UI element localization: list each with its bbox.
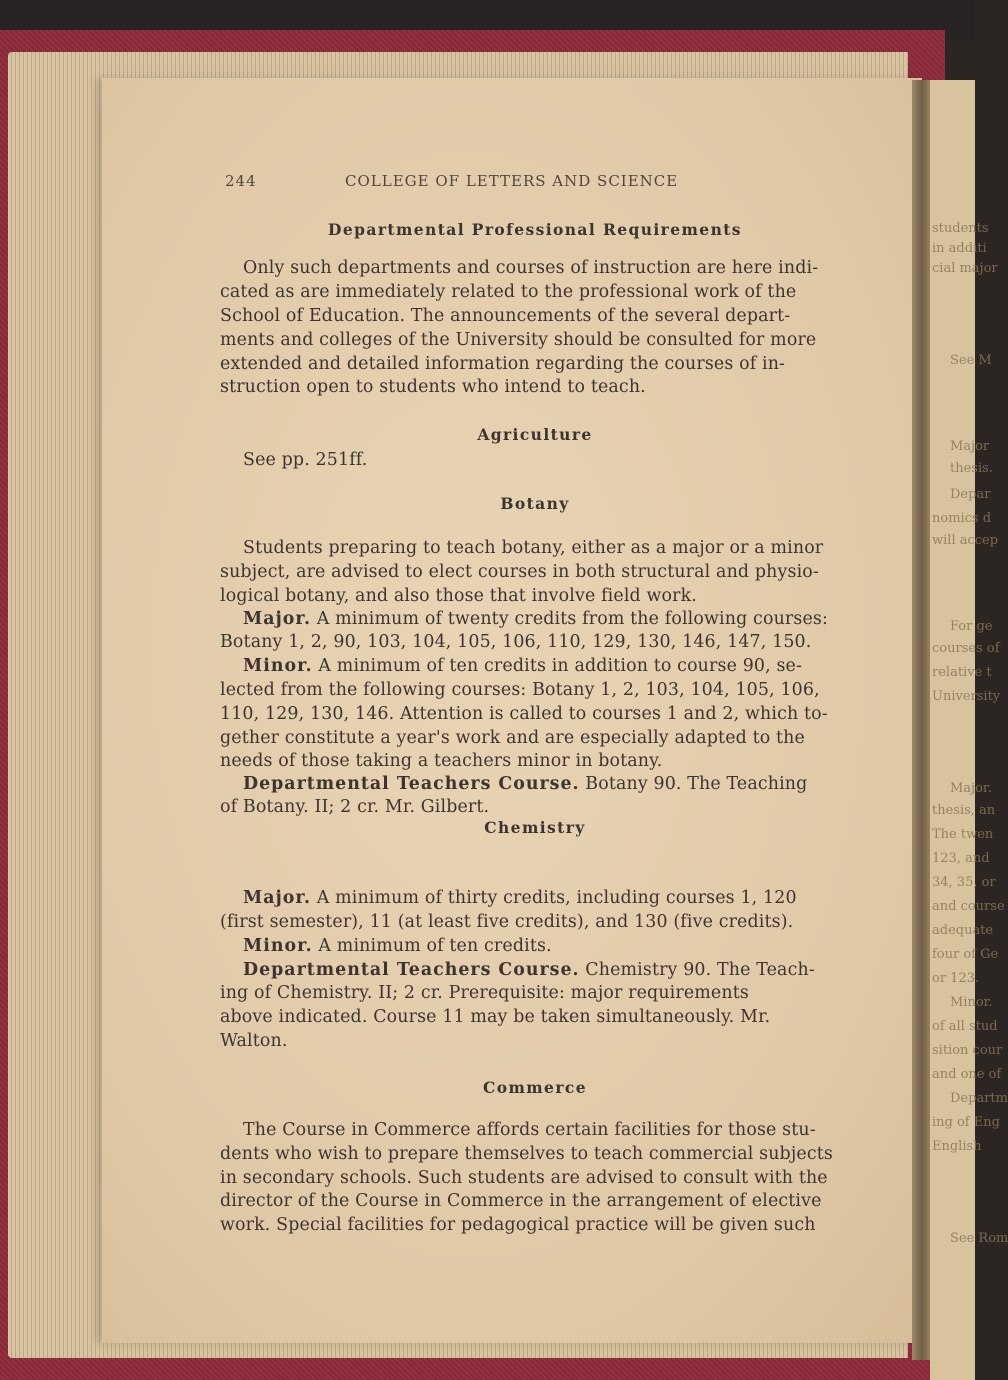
chemistry-minor <box>243 936 552 956</box>
facing-text: See Rom <box>950 1231 1008 1246</box>
facing-text: sition cour <box>932 1043 1003 1058</box>
teachers-course-label: Departmental Teachers Course. <box>243 774 580 794</box>
facing-text: Major. <box>950 781 992 796</box>
facing-text: Departm <box>950 1091 1008 1106</box>
facing-text: Depar <box>950 487 991 502</box>
chemistry-line: (first semester), 11 (at least five credits), and 130 (five credits). <box>220 912 794 932</box>
botany-major <box>243 609 828 629</box>
facing-text: four of Ge <box>932 947 999 962</box>
commerce-line: in secondary schools. Such students are advised to consult with the <box>220 1168 828 1188</box>
botany-line: logical botany, and also those that involve field work. <box>220 586 697 606</box>
facing-text: University <box>932 689 1001 704</box>
chemistry-line: above indicated. Course 11 may be taken simultaneously. Mr. <box>220 1007 771 1027</box>
facing-text: relative t <box>932 665 992 680</box>
facing-text: and one of <box>932 1067 1002 1082</box>
facing-text: in additi <box>932 241 987 256</box>
facing-text: thesis. <box>950 461 993 476</box>
running-title: COLLEGE OF LETTERS AND SCIENCE <box>345 172 679 190</box>
major-text: A minimum of twenty credits from the following courses: <box>316 609 828 629</box>
facing-text: For ge <box>950 619 993 634</box>
botany-line: Botany 1, 2, 90, 103, 104, 105, 106, 110, 129, 130, 146, 147, 150. <box>220 632 812 652</box>
botany-teachers-course <box>243 774 807 794</box>
minor-text: A minimum of ten credits in addition to course 90, se- <box>318 656 803 676</box>
commerce-line: dents who wish to prepare themselves to teach commercial subjects <box>220 1144 833 1164</box>
facing-text: and course <box>932 899 1005 914</box>
page-number: 244 <box>225 172 257 190</box>
agriculture-reference: See pp. 251ff. <box>243 450 368 470</box>
facing-text: will accep <box>932 533 999 548</box>
minor-text: A minimum of ten credits. <box>318 936 552 956</box>
intro-line: struction open to students who intend to teach. <box>220 377 646 397</box>
facing-text: The twen <box>932 827 994 842</box>
major-text: A minimum of thirty credits, including courses 1, 120 <box>316 888 797 908</box>
botany-line: subject, are advised to elect courses in both structural and physio- <box>220 562 819 582</box>
section-heading-agriculture: Agriculture <box>477 425 593 444</box>
section-heading-commerce: Commerce <box>482 1078 587 1097</box>
teachers-course-text: Chemistry 90. The Teach- <box>585 960 815 980</box>
facing-text: Minor. <box>950 995 993 1010</box>
chemistry-teachers-course <box>243 960 815 980</box>
botany-line: of Botany. II; 2 cr. Mr. Gilbert. <box>220 797 490 817</box>
main-heading: Departmental Professional Requirements <box>328 220 742 239</box>
commerce-line: work. Special facilities for pedagogical practice will be given such <box>220 1215 816 1235</box>
major-label: Major. <box>243 888 312 908</box>
botany-minor <box>243 656 802 676</box>
facing-text: courses of <box>932 641 1000 656</box>
facing-page <box>930 80 1008 1380</box>
facing-text: or 123. <box>932 971 980 986</box>
commerce-line: The Course in Commerce affords certain facilities for those stu- <box>243 1120 816 1140</box>
facing-text: See M <box>950 353 992 368</box>
botany-line: lected from the following courses: Botany 1, 2, 103, 104, 105, 106, <box>220 680 820 700</box>
facing-text: of all stud <box>932 1019 998 1034</box>
chemistry-line: Walton. <box>220 1031 288 1051</box>
minor-label: Minor. <box>243 936 313 956</box>
book-gutter <box>912 80 932 1360</box>
botany-line: Students preparing to teach botany, either as a major or a minor <box>243 538 824 558</box>
facing-text: nomics d <box>932 511 992 526</box>
major-label: Major. <box>243 609 312 629</box>
intro-line: School of Education. The announcements of the several depart- <box>220 306 791 326</box>
section-heading-botany: Botany <box>500 494 570 513</box>
facing-text: cial major <box>932 261 998 276</box>
teachers-course-label: Departmental Teachers Course. <box>243 960 580 980</box>
teachers-course-text: Botany 90. The Teaching <box>585 774 808 794</box>
facing-text: thesis, an <box>932 803 996 818</box>
minor-label: Minor. <box>243 656 313 676</box>
facing-text: 123, and <box>932 851 990 866</box>
intro-line: Only such departments and courses of instruction are here indi- <box>243 258 819 278</box>
intro-line: ments and colleges of the University should be consulted for more <box>220 330 817 350</box>
facing-text: English <box>932 1139 982 1154</box>
botany-line: 110, 129, 130, 146. Attention is called to courses 1 and 2, which to- <box>220 704 828 724</box>
botany-line: gether constitute a year's work and are especially adapted to the <box>220 728 805 748</box>
chemistry-line: ing of Chemistry. II; 2 cr. Prerequisite: major requirements <box>220 983 749 1003</box>
chemistry-major <box>243 888 797 908</box>
facing-text: adequate <box>932 923 994 938</box>
facing-text: students <box>932 221 989 236</box>
running-head <box>225 172 735 192</box>
section-heading-chemistry: Chemistry <box>484 818 586 837</box>
commerce-line: director of the Course in Commerce in the arrangement of elective <box>220 1191 822 1211</box>
botany-line: needs of those taking a teachers minor in botany. <box>220 751 663 771</box>
facing-text: 34, 35, or <box>932 875 996 890</box>
facing-text: Major <box>950 439 990 454</box>
facing-text: ing of Eng <box>932 1115 1000 1130</box>
intro-line: cated as are immediately related to the professional work of the <box>220 282 797 302</box>
intro-line: extended and detailed information regarding the courses of in- <box>220 354 786 374</box>
